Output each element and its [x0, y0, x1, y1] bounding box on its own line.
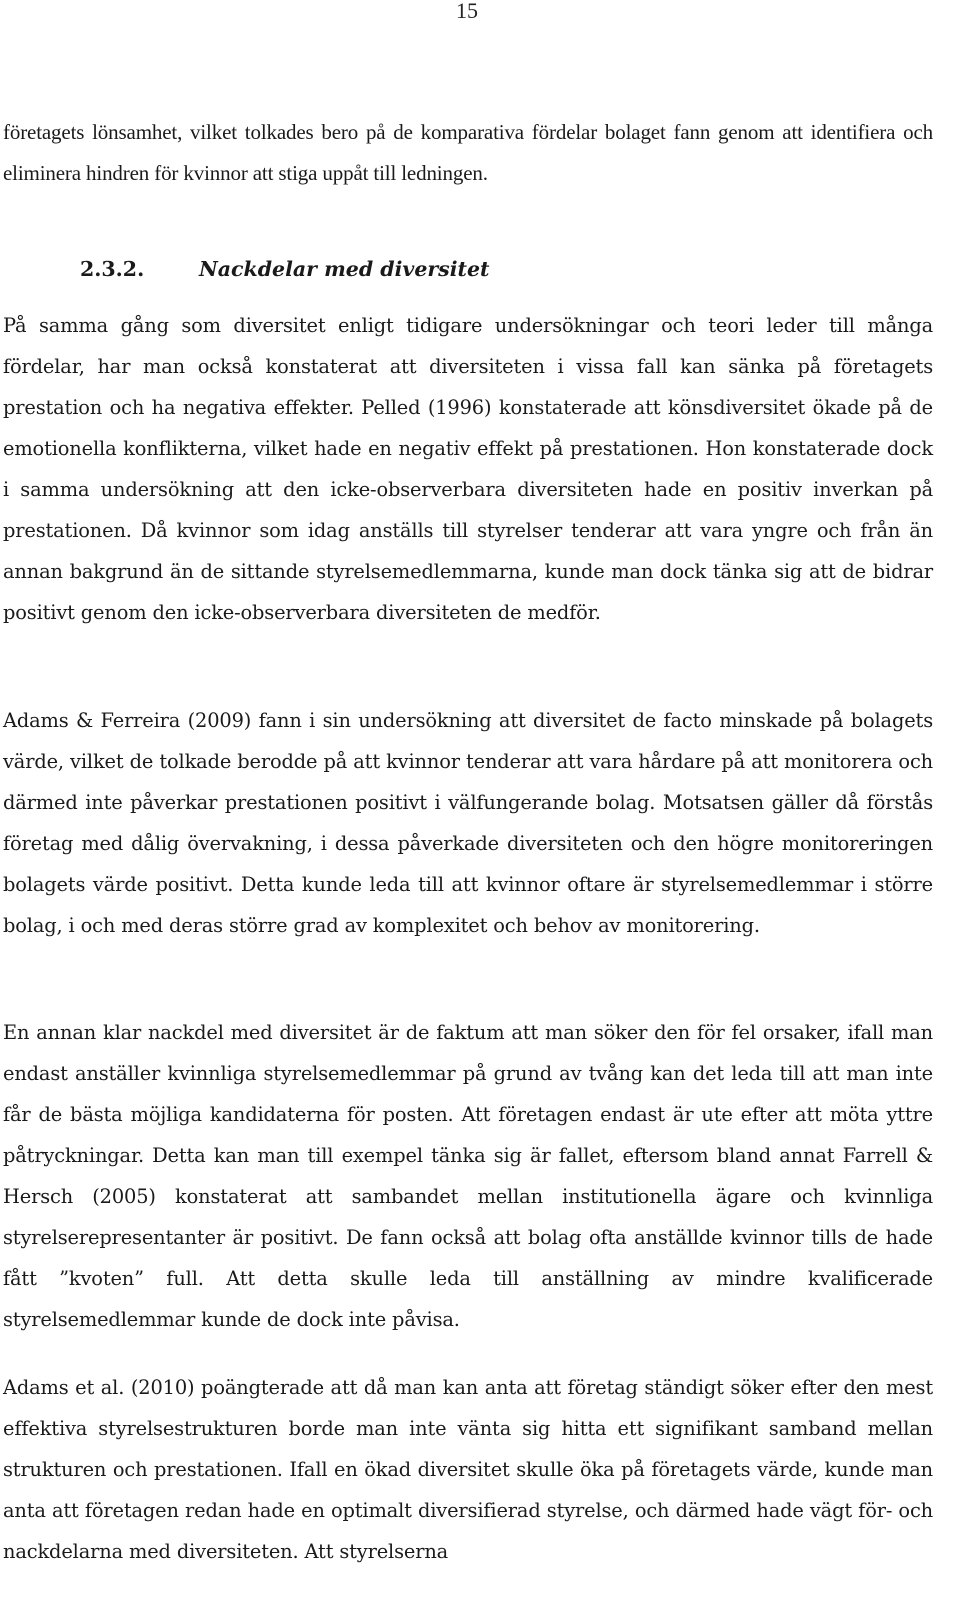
body-paragraph-2: Adams & Ferreira (2009) fann i sin undersökning att diversitet de facto minskade på bolagets värde, vilket de tolkade berodde på att kvinnor tenderar att vara hårdare på att monitorera och därmed inte påverkar prestationen positivt i välfungerande bolag. Motsatsen gäller då förstås företag med dålig övervakning, i dessa påverkade diversiteten och den högre monitoreringen bolagets värde positivt. Detta kunde leda till att kvinnor oftare är styrelsemedlemmar i större bolag, i och med deras större grad av komplexitet och behov av monitorering. — [3, 709, 933, 937]
body-paragraph-3: En annan klar nackdel med diversitet är de faktum att man söker den för fel orsaker, ifall man endast anställer kvinnliga styrelsemedlemmar på grund av tvång kan det leda till att man inte får de bästa möjliga kandidaterna för posten. Att företagen endast är ute efter att möta yttre påtryckningar. Detta kan man till exempel tänka sig är fallet, eftersom bland annat Farrell & Hersch (2005) konstaterat att sambandet mellan institutionella ägare och kvinnliga styrelserepresentanter är positivt. De fann också att bolag ofta anställde kvinnor tills de hade fått ”kvoten” full. Att detta skulle leda till anställning av mindre kvalificerade styrelsemedlemmar kunde de dock inte påvisa. — [3, 1021, 933, 1331]
intro-paragraph: företagets lönsamhet, vilket tolkades bero på de komparativa fördelar bolaget fann genom att identifiera och eliminera hindren för kvinnor att stiga uppåt till ledningen. — [3, 120, 933, 185]
body-paragraph-1: På samma gång som diversitet enligt tidigare undersökningar och teori leder till många fördelar, har man också konstaterat att diversiteten i vissa fall kan sänka på företagets prestation och ha negativa effekter. Pelled (1996) konstaterade att könsdiversitet ökade på de emotionella konflikterna, vilket hade en negativ effekt på prestationen. Hon konstaterade dock i samma undersökning att den icke-observerbara diversiteten hade en positiv inverkan på prestationen. Då kvinnor som idag anställs till styrelser tenderar att vara yngre och från än annan bakgrund än de sittande styrelsemedlemmarna, kunde man dock tänka sig att de bidrar positivt genom den icke-observerbara diversiteten de medför. — [3, 314, 933, 624]
section-number: 2.3.2. — [80, 257, 145, 281]
section-title: Nackdelar med diversitet — [199, 257, 490, 281]
body-paragraph-4: Adams et al. (2010) poängterade att då man kan anta att företag ständigt söker efter den mest effektiva styrelsestrukturen borde man inte vänta sig hitta ett signifikant samband mellan strukturen och prestationen. Ifall en ökad diversitet skulle öka på företagets värde, kunde man anta att företagen redan hade en optimalt diversifierad styrelse, och därmed hade vägt för- och nackdelarna med diversiteten. Att styrelserna — [3, 1376, 933, 1563]
page-number: 15 — [456, 0, 478, 23]
section-heading — [80, 249, 489, 289]
